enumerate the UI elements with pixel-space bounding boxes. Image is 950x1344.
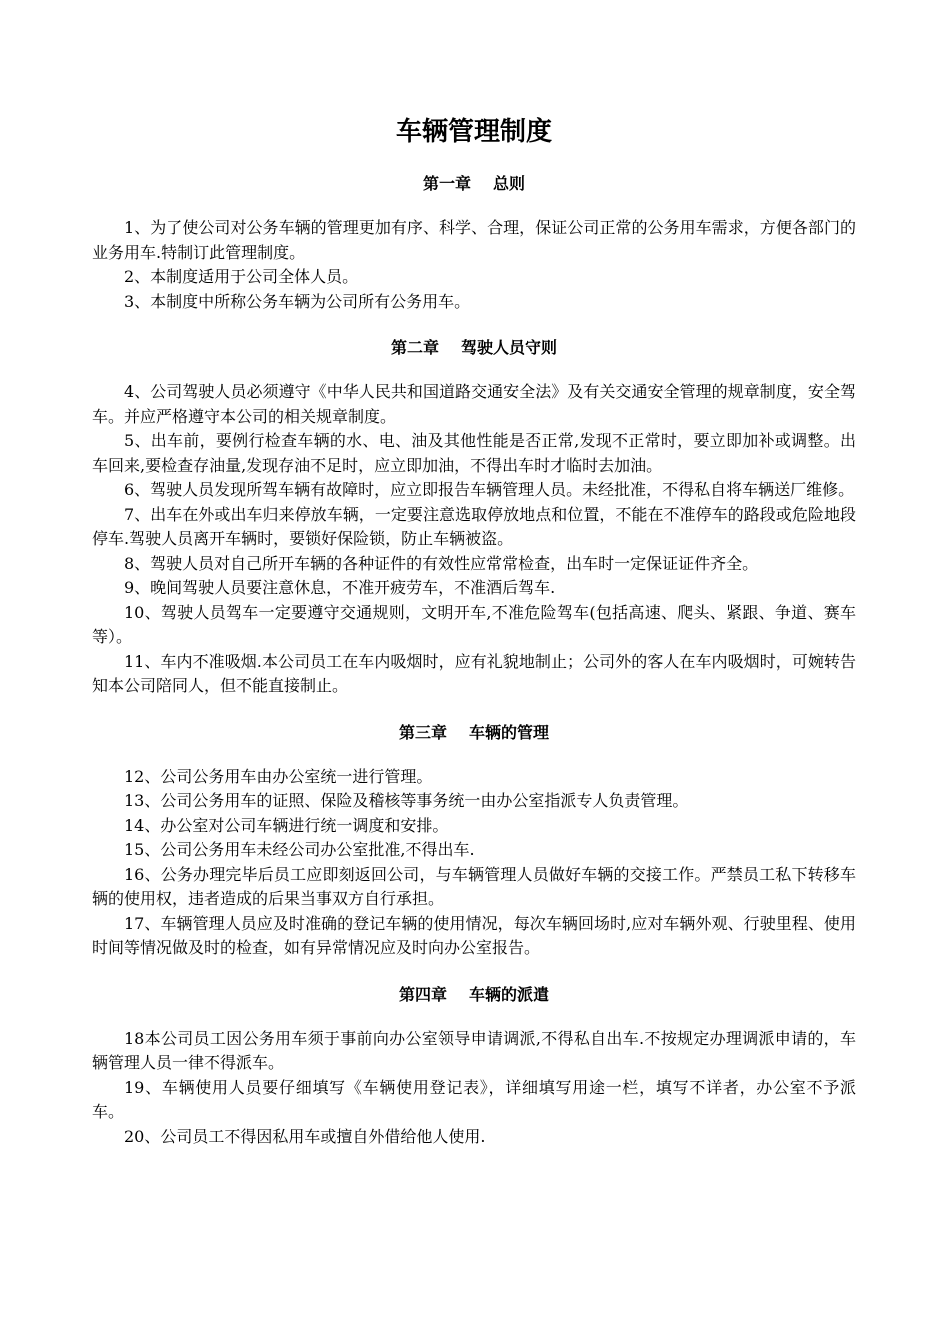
clause: 2、本制度适用于公司全体人员。 (124, 267, 359, 286)
document-title: 车辆管理制度 (395, 117, 552, 147)
clause: 14、办公室对公司车辆进行统一调度和安排。 (124, 815, 449, 835)
chapter-name: 驾驶人员守则 (461, 338, 558, 357)
chapter-number: 第二章 (390, 338, 439, 357)
clause: 13、公司公务用车的证照、保险及稽核等事务统一由办公室指派专人负责管理。 (124, 791, 689, 810)
clause: 7、出车在外或出车归来停放车辆，一定要注意选取停放地点和位置，不能在不准停车的路段或危险地段停车.驾驶人员离开车辆时，要锁好保险锁，防止车辆被盗。 (92, 504, 856, 548)
clause: 6、驾驶人员发现所驾车辆有故障时，应立即报告车辆管理人员。未经批准，不得私自将车辆送厂维修。 (124, 480, 855, 499)
chapter-heading (92, 721, 856, 745)
chapter-3 (92, 721, 856, 961)
chapter-heading (92, 336, 856, 360)
clause: 4、公司驾驶人员必须遵守《中华人民共和国道路交通安全法》及有关交通安全管理的规章制度，安全驾车。并应严格遵守本公司的相关规章制度。 (92, 382, 856, 426)
clause: 20、公司员工不得因私用车或擅自外借给他人使用. (124, 1126, 486, 1146)
clause: 18本公司员工因公务用车须于事前向办公室领导申请调派,不得私自出车.不按规定办理调派申请的，车辆管理人员一律不得派车。 (92, 1028, 856, 1072)
clause: 19、车辆使用人员要仔细填写《车辆使用登记表》，详细填写用途一栏，填写不详者，办公室不予派车。 (92, 1077, 856, 1121)
chapter-heading (92, 983, 856, 1007)
chapter-2 (92, 336, 856, 699)
clause: 1、为了使公司对公务车辆的管理更加有序、科学、合理，保证公司正常的公务用车需求，方便各部门的业务用车.特制订此管理制度。 (92, 218, 856, 262)
clause-list (92, 380, 856, 699)
clause: 5、出车前，要例行检查车辆的水、电、油及其他性能是否正常,发现不正常时，要立即加补或调整。出车回来,要检查存油量,发现存油不足时，应立即加油，不得出车时才临时去加油。 (92, 431, 856, 475)
chapter-4 (92, 983, 856, 1150)
clause: 16、公务办理完毕后员工应即刻返回公司，与车辆管理人员做好车辆的交接工作。严禁员工私下转移车辆的使用权，违者造成的后果当事双方自行承担。 (92, 864, 856, 908)
document-page (92, 112, 856, 1171)
clause-list (92, 1027, 856, 1150)
clause: 11、车内不准吸烟.本公司员工在车内吸烟时，应有礼貌地制止；公司外的客人在车内吸烟时，可婉转告知本公司陪同人，但不能直接制止。 (92, 651, 856, 695)
clause: 12、公司公务用车由办公室统一进行管理。 (124, 766, 433, 786)
chapter-number: 第四章 (398, 984, 447, 1004)
chapter-1 (92, 172, 856, 314)
clause-list (92, 765, 856, 961)
clause: 9、晚间驾驶人员要注意休息，不准开疲劳车，不准酒后驾车. (124, 578, 556, 597)
chapter-number: 第三章 (398, 722, 447, 742)
chapter-name: 总则 (493, 174, 526, 193)
clause: 8、驾驶人员对自己所开车辆的各种证件的有效性应常常检查，出车时一定保证证件齐全。 (124, 553, 759, 573)
clause-list (92, 216, 856, 314)
clause: 3、本制度中所称公务车辆为公司所有公务用车。 (124, 291, 471, 311)
clause: 10、驾驶人员驾车一定要遵守交通规则，文明开车,不准危险驾车(包括高速、爬头、紧跟、争道、赛车等）。 (92, 602, 856, 646)
chapter-name: 车辆的派遣 (469, 984, 550, 1004)
clause: 17、车辆管理人员应及时准确的登记车辆的使用情况，每次车辆回场时,应对车辆外观、行驶里程、使用时间等情况做及时的检查，如有异常情况应及时向办公室报告。 (92, 913, 856, 957)
chapter-number: 第一章 (422, 174, 471, 193)
clause: 15、公司公务用车未经公司办公室批准,不得出车. (124, 840, 475, 859)
chapter-heading (92, 172, 856, 196)
chapter-name: 车辆的管理 (469, 722, 550, 742)
